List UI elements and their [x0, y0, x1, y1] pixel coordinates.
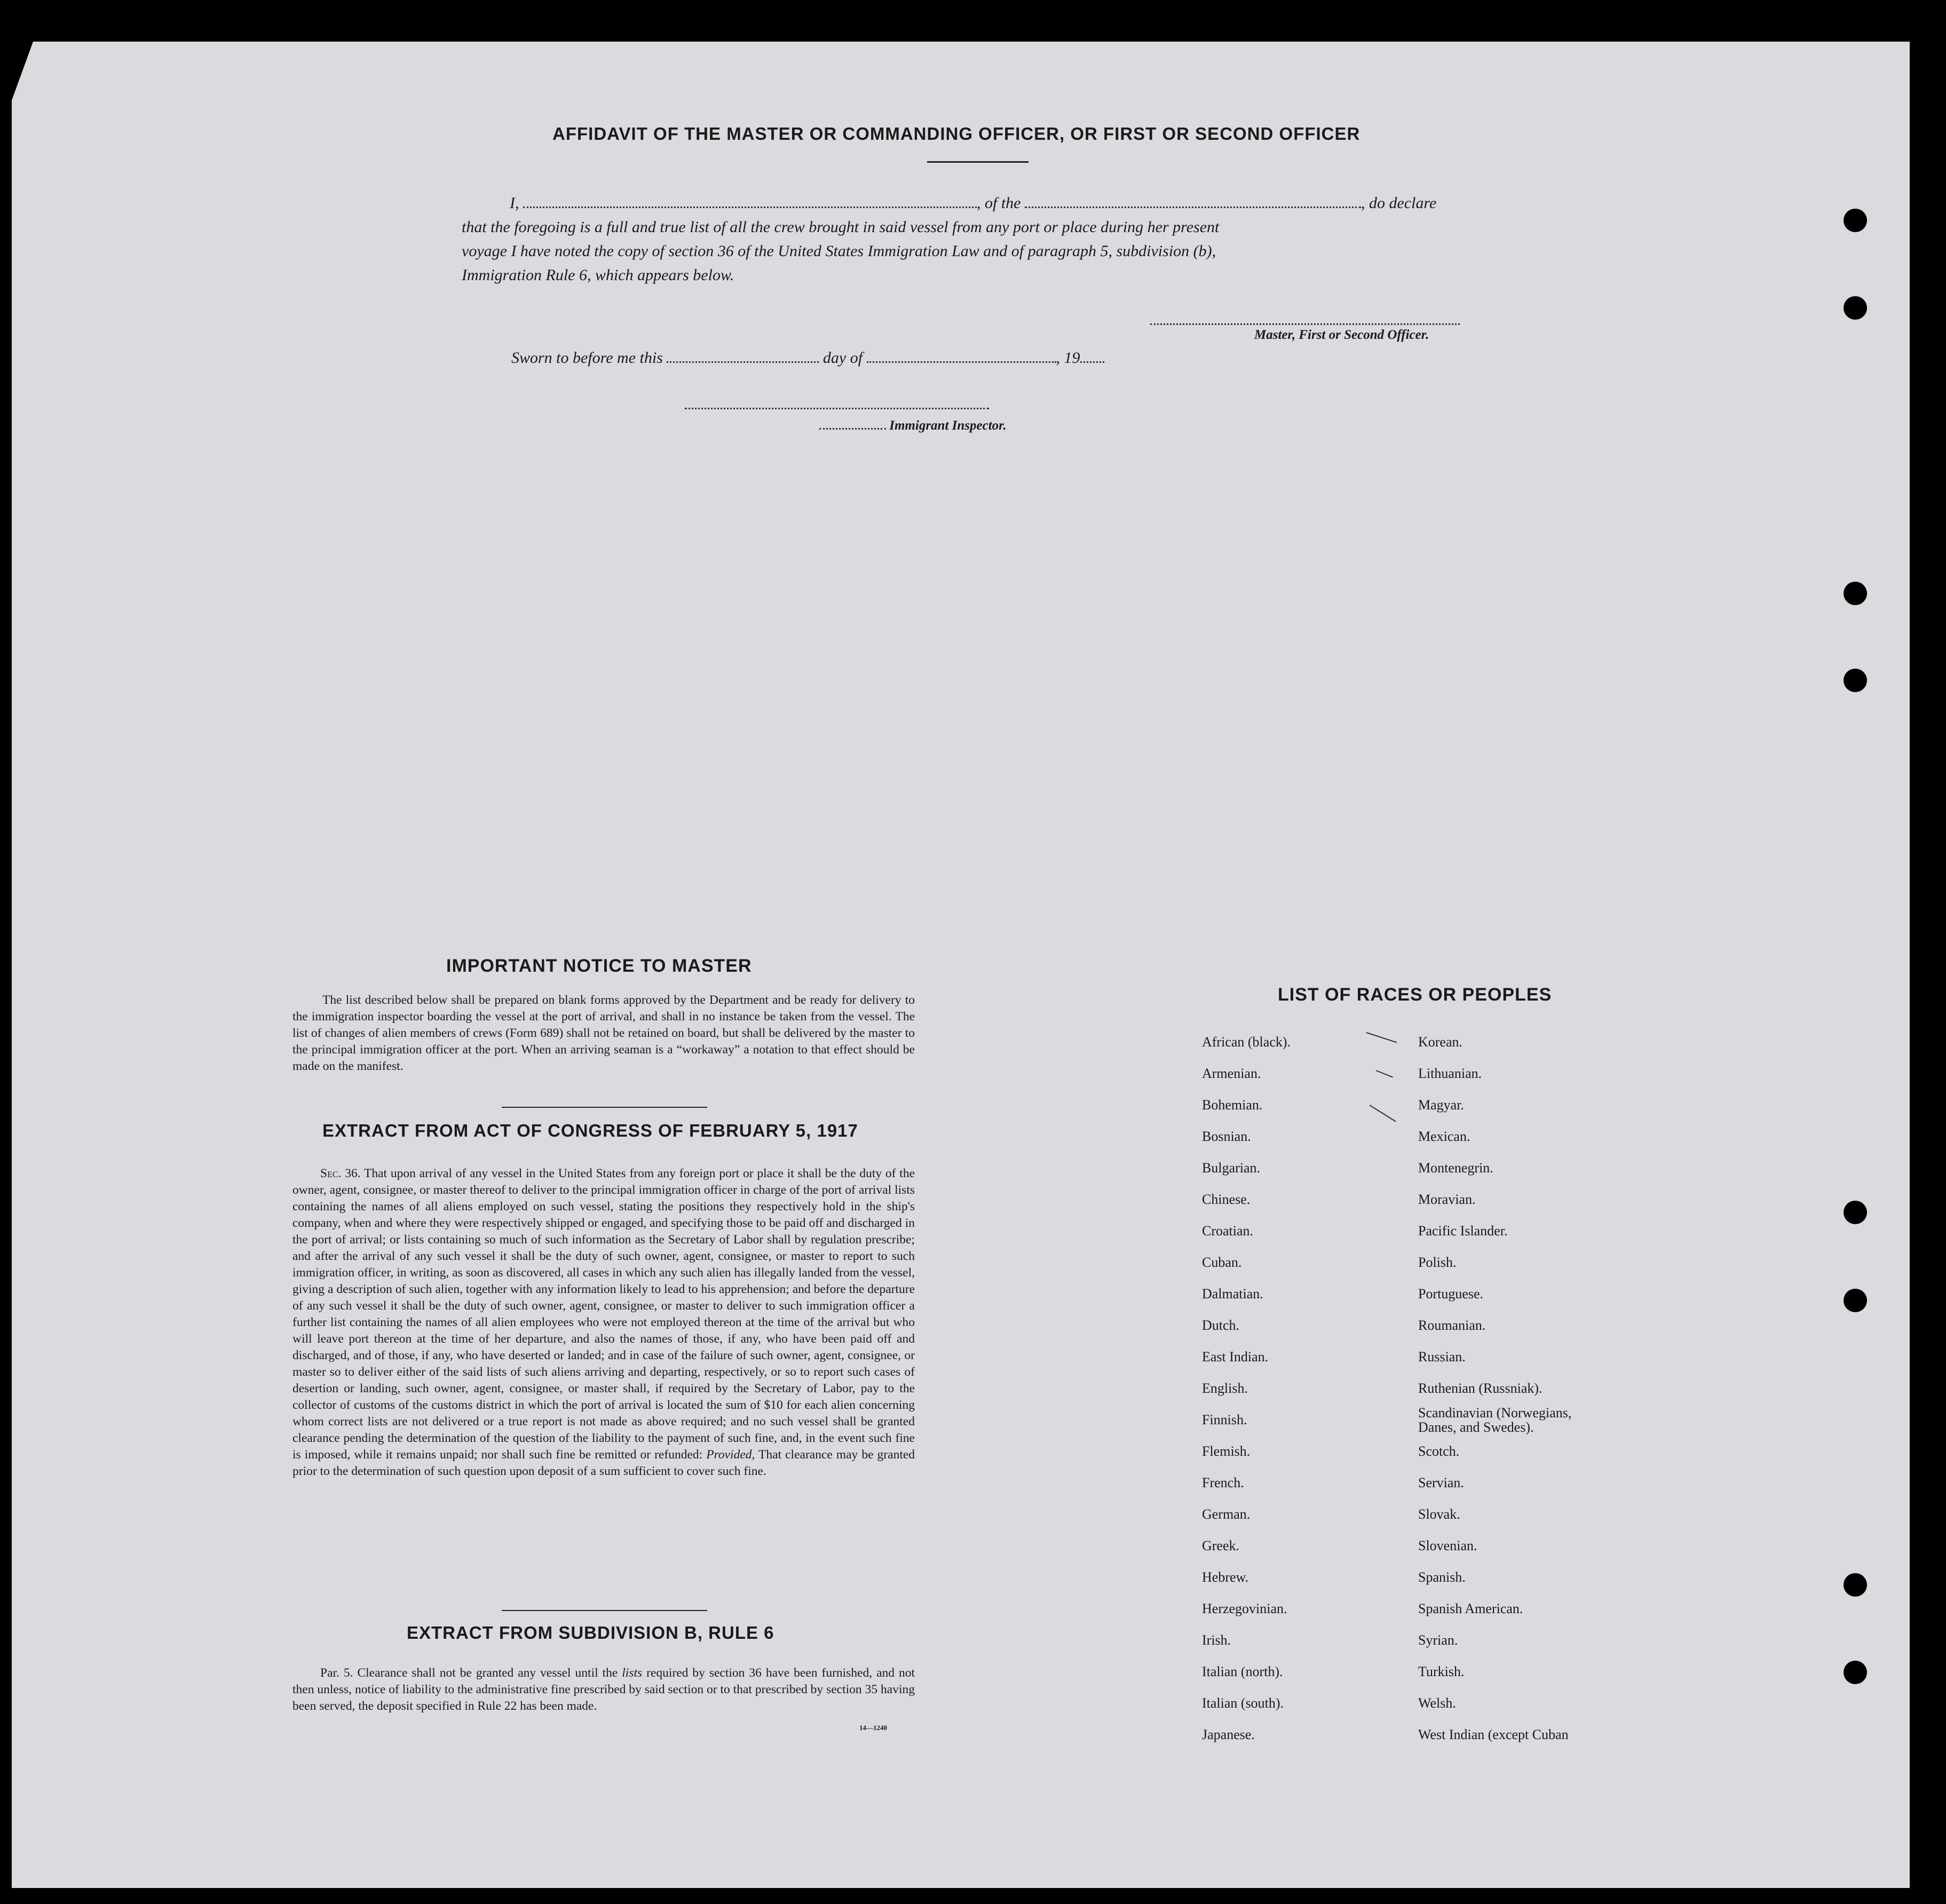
notice-title: IMPORTANT NOTICE TO MASTER: [446, 956, 752, 976]
race-item: Dutch.: [1202, 1318, 1240, 1333]
race-item: English.: [1202, 1381, 1248, 1396]
punch-hole: [1844, 582, 1867, 605]
punch-hole: [1844, 1201, 1867, 1224]
punch-hole: [1844, 669, 1867, 692]
notice-rule: [502, 1107, 707, 1108]
race-item: Servian.: [1418, 1475, 1464, 1490]
race-item: Scandinavian (Norwegians, Danes, and Swedes).: [1418, 1405, 1572, 1435]
form-page: [12, 42, 1910, 1888]
race-item: Italian (north).: [1202, 1664, 1283, 1679]
race-item: Montenegrin.: [1418, 1160, 1493, 1176]
punch-hole: [1844, 1661, 1867, 1684]
punch-hole: [1844, 1573, 1867, 1597]
race-item: Spanish.: [1418, 1569, 1466, 1585]
race-item: African (black).: [1202, 1034, 1291, 1050]
sworn-month-blank[interactable]: [867, 361, 1056, 363]
punch-hole: [1844, 296, 1867, 320]
race-item: Portuguese.: [1418, 1286, 1484, 1302]
notice-text: The list described below shall be prepared on blank forms approved by the Department and be ready for delivery to the immigration inspector boarding the vessel at the port of arrival, and shall in no instance be taken from the vessel. The list of changes of alien members of crews (Form 689) shall not be retained on board, but shall be delivered by the master to the principal immigration officer at the port. When an arriving seaman is a “workaway” a notation to that effect should be made on the manifest.: [292, 993, 915, 1073]
name-blank[interactable]: [523, 206, 977, 208]
rule-text: Par. 5. Clearance shall not be granted any vessel until the lists required by section 36 have been furnished, and not then unless, notice of liability to the administrative fine prescribed by said section or to that prescribed by section 35 having been served, the deposit specified in Rule 22 has been made.: [292, 1666, 915, 1713]
act-text: Sec. 36. That upon arrival of any vessel in the United States from any foreign port or place it shall be the duty of the owner, agent, consignee, or master thereof to deliver to the principal immigration officer in charge of the port of arrival lists containing the names of all aliens employed on such vessel, stating the positions they respectively hold in the ship's company, when and where they were respectively shipped or engaged, and specifying those to be paid off and discharged in the port of arrival; or lists containing so much of such information as the Secretary of Labor shall by regulation prescribe; and after the arrival of any such vessel it shall be the duty of such owner, agent, consignee, or master to report to such immigration officer, in writing, as soon as discovered, all cases in which any such alien has illegally landed from the vessel, giving a description of such alien, together with any information likely to lead to his apprehension; and before the departure of any such vessel it shall be the duty of such owner, agent, consignee, or master to deliver to such immigration officer a further list containing the names of all alien employees who were not employed thereon at the time of the arrival but who will leave port thereon at the time of her departure, and also the names of those, if any, who have been paid off and discharged, and of those, if any, who have deserted or landed; and in case of the failure of such owner, agent, consignee, or master so to deliver either of the said lists of such aliens arriving and departing, respectively, or so to report such cases of desertion or landing, such owner, agent, consignee, or master shall, if required by the Secretary of Labor, pay to the collector of customs of the customs district in which the port of arrival is located the sum of $10 for each alien concerning whom correct lists are not delivered or a true report is not made as above required; and no such vessel shall be granted clearance pending the determination of the question of the liability to the payment of such fine, and, in the event such fine is imposed, while it remains unpaid; nor shall such fine be remitted or refunded: Provided, That clearance may be granted prior to the determination of such question upon deposit of a sum sufficient to cover such fine.: [292, 1167, 915, 1478]
race-item: French.: [1202, 1475, 1244, 1490]
race-item: Italian (south).: [1202, 1695, 1284, 1711]
sworn-year-blank[interactable]: [1080, 361, 1104, 363]
sworn-day-blank[interactable]: [667, 361, 819, 363]
race-item: Russian.: [1418, 1349, 1466, 1364]
race-item: Syrian.: [1418, 1632, 1458, 1648]
master-signature-caption: Master, First or Second Officer.: [1254, 328, 1429, 342]
race-item: Japanese.: [1202, 1727, 1255, 1742]
race-item: Slovak.: [1418, 1506, 1460, 1522]
race-item: Herzegovinian.: [1202, 1601, 1287, 1616]
race-item: Scotch.: [1418, 1443, 1460, 1459]
affidavit-declaration: [462, 191, 1502, 287]
vessel-blank[interactable]: [1025, 206, 1361, 208]
race-item: Moravian.: [1418, 1192, 1476, 1207]
race-item: Ruthenian (Russniak).: [1418, 1381, 1542, 1396]
form-number: 14—1240: [859, 1724, 887, 1732]
race-item: East Indian.: [1202, 1349, 1269, 1364]
race-item: Polish.: [1418, 1255, 1457, 1270]
act-rule: [502, 1610, 707, 1611]
race-item: Bosnian.: [1202, 1129, 1251, 1144]
race-item: Magyar.: [1418, 1097, 1464, 1113]
punch-hole: [1844, 209, 1867, 232]
race-item: West Indian (except Cuban: [1418, 1727, 1569, 1742]
declaration-line-4: Immigration Rule 6, which appears below.: [462, 266, 734, 284]
race-item: Hebrew.: [1202, 1569, 1249, 1585]
race-item: Roumanian.: [1418, 1318, 1486, 1333]
race-item: Bulgarian.: [1202, 1160, 1261, 1176]
race-item: Mexican.: [1418, 1129, 1470, 1144]
master-signature-line[interactable]: [1150, 323, 1460, 325]
race-item: Welsh.: [1418, 1695, 1456, 1711]
races-title: LIST OF RACES OR PEOPLES: [1278, 985, 1552, 1005]
race-item: Spanish American.: [1418, 1601, 1523, 1616]
race-item: Croatian.: [1202, 1223, 1254, 1239]
race-item: Lithuanian.: [1418, 1066, 1482, 1081]
affidavit-title: AFFIDAVIT OF THE MASTER OR COMMANDING OFFICER, OR FIRST OR SECOND OFFICER: [552, 124, 1360, 144]
declaration-line-2: that the foregoing is a full and true list of all the crew brought in said vessel from any port or place during her present: [462, 218, 1220, 236]
race-item: Chinese.: [1202, 1192, 1251, 1207]
inspector-signature-line[interactable]: [685, 408, 989, 409]
race-item: Pacific Islander.: [1418, 1223, 1508, 1239]
race-item: German.: [1202, 1506, 1251, 1522]
race-item: Finnish.: [1202, 1412, 1247, 1427]
race-item: Cuban.: [1202, 1255, 1242, 1270]
declaration-line-1: I, , of the , do declare: [510, 194, 1437, 212]
sworn-line: Sworn to before me this day of , 19: [511, 346, 1104, 370]
race-item: Flemish.: [1202, 1443, 1251, 1459]
race-item: Dalmatian.: [1202, 1286, 1263, 1302]
race-item: Armenian.: [1202, 1066, 1261, 1081]
race-item: Greek.: [1202, 1538, 1240, 1553]
act-title: EXTRACT FROM ACT OF CONGRESS OF FEBRUARY 5, 1917: [322, 1121, 858, 1140]
inspector-caption: Immigrant Inspector.: [819, 418, 1007, 433]
punch-hole: [1844, 1289, 1867, 1312]
race-item: Bohemian.: [1202, 1097, 1263, 1113]
race-item: Turkish.: [1418, 1664, 1465, 1679]
declaration-line-3: voyage I have noted the copy of section 36 of the United States Immigration Law and of paragraph 5, subdivision (b),: [462, 242, 1216, 260]
race-item: Korean.: [1418, 1034, 1463, 1050]
race-item: Slovenian.: [1418, 1538, 1477, 1553]
title-underline: [927, 161, 1029, 163]
race-item: Irish.: [1202, 1632, 1231, 1648]
rule-title: EXTRACT FROM SUBDIVISION B, RULE 6: [407, 1623, 774, 1643]
